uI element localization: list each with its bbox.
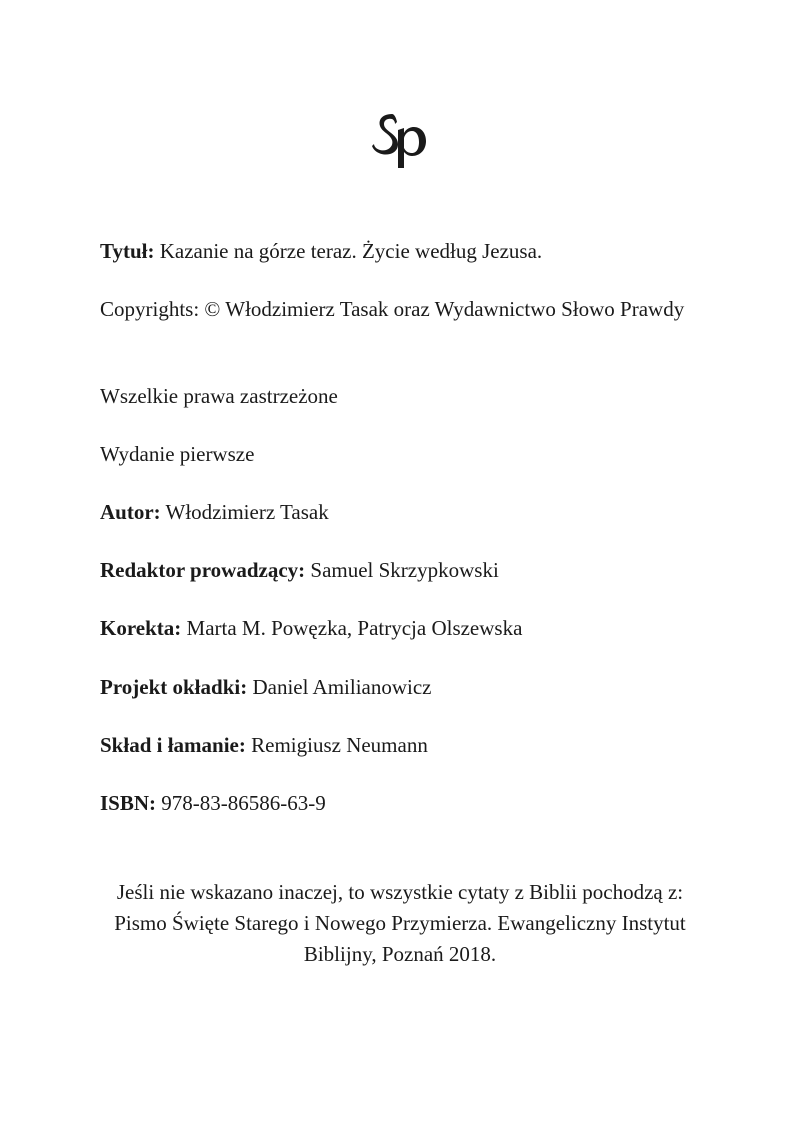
bible-note-line3: Biblijny, Poznań 2018. <box>303 942 497 966</box>
author-line <box>100 499 329 525</box>
title-line <box>100 238 542 264</box>
proofreading-label: Korekta: <box>100 616 182 640</box>
edition-line <box>100 441 254 467</box>
isbn-line <box>100 790 326 816</box>
bible-note-line2: Pismo Święte Starego i Nowego Przymierza. Ewangeliczny Instytut <box>114 911 686 935</box>
cover-value: Daniel Amilianowicz <box>252 675 432 699</box>
bible-note <box>80 877 720 970</box>
proofreading-value: Marta M. Powęzka, Patrycja Olszewska <box>186 616 523 640</box>
cover-label: Projekt okładki: <box>100 675 248 699</box>
bible-note-line1: Jeśli nie wskazano inaczej, to wszystkie cytaty z Biblii pochodzą z: <box>116 880 684 904</box>
copyrights-line <box>100 296 684 322</box>
title-value: Kazanie na górze teraz. Życie według Jezusa. <box>159 239 543 263</box>
sp-monogram-logo <box>368 108 432 172</box>
editor-value: Samuel Skrzypkowski <box>310 558 499 582</box>
proofreading-line <box>100 615 522 641</box>
isbn-label: ISBN: <box>100 791 157 815</box>
edition-text: Wydanie pierwsze <box>100 442 255 466</box>
copyrights-text: Copyrights: © Włodzimierz Tasak oraz Wydawnictwo Słowo Prawdy <box>100 297 685 321</box>
rights-line <box>100 383 338 409</box>
typesetting-value: Remigiusz Neumann <box>251 733 428 757</box>
isbn-value: 978-83-86586-63-9 <box>161 791 326 815</box>
cover-line <box>100 674 432 700</box>
author-value: Włodzimierz Tasak <box>165 500 329 524</box>
typesetting-label: Skład i łamanie: <box>100 733 246 757</box>
title-label: Tytuł: <box>100 239 155 263</box>
rights-text: Wszelkie prawa zastrzeżone <box>100 384 338 408</box>
editor-line <box>100 557 499 583</box>
typesetting-line <box>100 732 428 758</box>
editor-label: Redaktor prowadzący: <box>100 558 306 582</box>
author-label: Autor: <box>100 500 161 524</box>
